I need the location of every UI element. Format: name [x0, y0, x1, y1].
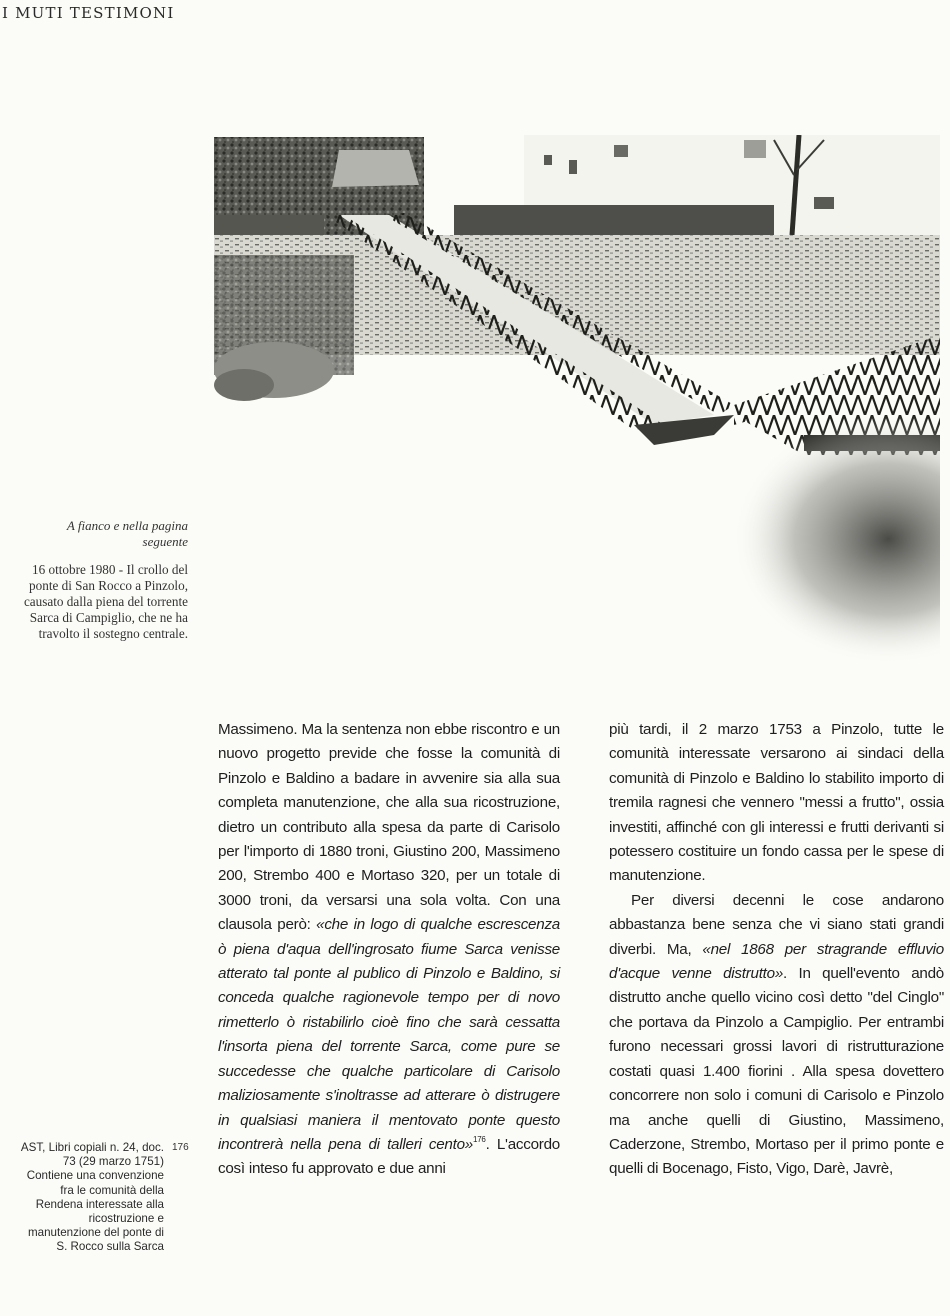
collapsed-bridge-photo: [214, 135, 940, 665]
caption-body: 16 ottobre 1980 - Il crollo del ponte di San Rocco a Pinzolo, causato dalla piena del torrente Sarca di Campiglio, che ne ha travolto il sostegno centrale.: [23, 562, 188, 641]
body-column-left: [218, 718, 560, 1182]
photo-illustration: [214, 135, 940, 665]
paragraph-text: Per diversi decenni le cose andarono abbastanza bene senza che vi siano stati grandi diverbi. Ma,: [609, 891, 944, 958]
body-column-right: [609, 718, 944, 1182]
caption-lead: A fianco e nella pagina seguente: [66, 518, 188, 549]
footnote-number: 176: [172, 1142, 189, 1153]
paragraph-text: . L'accordo così inteso fu approvato e due anni: [218, 1135, 560, 1178]
paragraph: più tardi, il 2 marzo 1753 a Pinzolo, tutte le comunità interessate versarono ai sindaci della comunità di Pinzolo e Baldino lo stabilito importo di tremila ragnesi che vennero "messi a frutto", ossia investiti, affinché con gli interessi e frutti derivanti si potessero costituire un fondo cassa per le spese di manutenzione.: [609, 721, 944, 885]
paragraph: [218, 718, 560, 1182]
footnote-text: AST, Libri copiali n. 24, doc. 73 (29 marzo 1751) Contiene una convenzione fra le comunità della Rendena interessate alla ricostruzione e manutenzione del ponte di S. Rocco sulla Sarca: [20, 1141, 164, 1254]
footnote-ref[interactable]: 176: [473, 1134, 486, 1144]
photo-caption: [0, 518, 188, 642]
running-head: I MUTI TESTIMONI: [2, 4, 175, 22]
paragraph: [609, 889, 944, 1182]
paragraph-text: Massimeno. Ma la sentenza non ebbe riscontro e un nuovo progetto previde che fosse la comunità di Pinzolo e Baldino a badare in avvenire sia alla sua completa manutenzione, che alla sua ricostruzione, dietro un contributo alla spesa da parte di Carisolo per l'importo di 1880 troni, Giustino 200, Massimeno 200, Strembo 400 e Mortaso 320, per un totale di 3000 troni, da versarsi una sola volta. Con una clausola però:: [218, 721, 560, 934]
quotation: «che in logo di qualche escrescenza ò piena d'aqua dell'ingrosato fiume Sarca venisse atterato tal ponte al publico di Pinzolo e Baldino, si conceda qualche ragionevole tempo per di novo rimetterlo ò ristabilirlo cioè fino che sarà cessatta l'insorta piena del torrente Sarca, come pure se succedesse che qualche particolare di Carisolo maliziosamente s'inoltrasse ad atterare ò distrugere in qualsiasi maniera il mentovato ponte questo incontrerà nella pena di talleri cento»: [218, 916, 560, 1153]
paragraph-text: . In quell'evento andò distrutto anche quello vicino così detto "del Cinglo" che portava da Pinzolo a Campiglio. Per entrambi furono necessari grossi lavori di ristrutturazione costati quasi 1.400 fiorini . Alla spesa dovettero concorrere non solo i comuni di Carisolo e Pinzolo ma anche quelli di Giustino, Massimeno, Caderzone, Strembo, Mortaso per il primo ponte e quelli di Bocenago, Fisto, Vigo, Darè, Javrè,: [609, 965, 944, 1178]
quotation: «nel 1868 per stragrande effluvio d'acque venne distrutto»: [609, 940, 944, 983]
